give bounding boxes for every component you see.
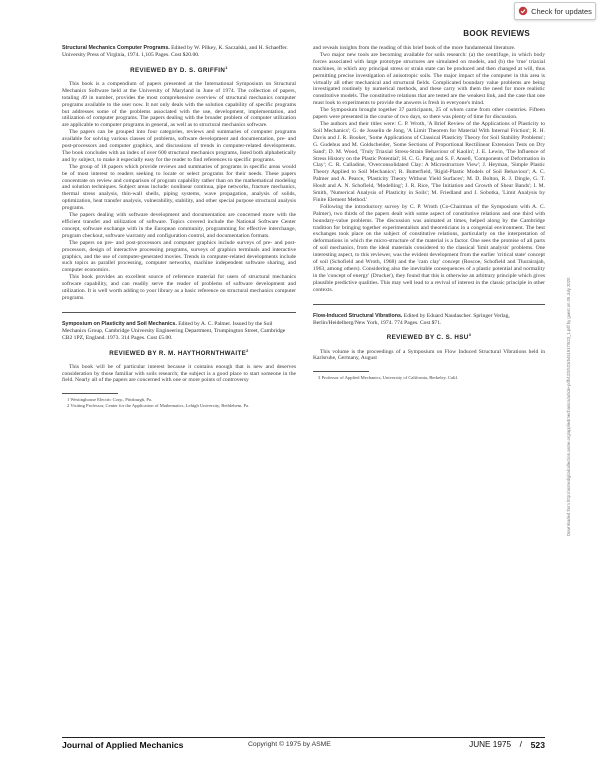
left-column <box>62 45 296 408</box>
journal-name: Journal of Applied Mechanics <box>62 740 184 750</box>
review-3-citation <box>313 313 545 327</box>
review-3-reviewer <box>313 332 545 341</box>
section-divider <box>62 312 296 313</box>
review-2-paragraph: The Symposium brought together 37 participants, 25 of whom came from other countries. Fifteen papers were presented in the course of two days, so there was plenty of time for discussion. <box>313 107 545 121</box>
review-1-biblio: Edited by W. Pilkey, K. Saczalski, and H. Schaeffer. University Press of Virginia, 1974. 1,105 Pages. Cost $20.00. <box>62 45 288 58</box>
footnote: 1 Westinghouse Electric Corp., Pittsburgh, Pa. <box>67 397 153 403</box>
review-2-reviewer-note: 2 <box>246 347 249 353</box>
review-3-reviewer-note: 3 <box>468 332 472 338</box>
section-divider <box>313 304 545 305</box>
review-1-paragraph: This book provides an excellent source of reference material for users of structural mechanics software capability, and can readily serve the reader of problems of software development and utilization. It is well worth adding to your library as a basic reference on structural mechanics computer programs. <box>62 274 296 301</box>
footnote-rule <box>62 393 118 394</box>
review-2-paragraph: Following the introductory survey by C. P. Wroth (Co-Chairman of the Symposium with A. C. Palmer), two thirds of the papers dealt with some aspect of constitutive relations and one third with boundary-value problems. The discussion was animated at times, helped along by the Cambridge tradition for bringing together experimentalists and theoreticians in a congenial environment. The best exchanges took place on the subject of constitutive relations, particularly on the interpretation of deformations in which the micro-structure of the material is a factor. One sees the promise of all parts of soil mechanics, from the ideal materials considered to the classical 'limit analysis' problems. One interesting aspect, to this reviewer, was the evident development from the earlier 'critical state' concept of soil (Schofield and Wroth, 1968) and the 'cam clay' concept (Roscoe, Schofield and Thurairajah, 1963, among others). Considering also the inevitable consequences of a plastic potential and normality in the 'concept of energy' (Drucker), they found that this is otherwise an arbitrary principle which gives plausible predictive qualities. This may well lead to a revival of interest in the classic principle in other contexts. <box>313 203 545 293</box>
review-2-biblio: Edited by A. C. Palmer. Issued by the Soil Mechanics Group, Cambridge University Engineering Department, Trumpington Street, Cambridge CB2 1PZ, England. 1973. 314 Pages. Cost £5.00. <box>62 320 286 341</box>
footer-rule <box>62 737 545 738</box>
review-3-reviewer-name: REVIEWED BY C. S. HSU <box>386 334 469 342</box>
review-2-paragraph: This book will be of particular interest because it contains enough that is new and deserves consideration by those familiar with soils research; the subject is a good place to start someone in the field. Nearly all of the papers are concerned with one or more points of controversy <box>62 363 296 384</box>
issue-date: JUNE 1975 <box>469 740 511 749</box>
footer-separator: / <box>519 739 522 749</box>
download-watermark: Downloaded from http://asmedigitalcollection.asme.org/appliedmechanics/article-pdf/42/2/523/5451917/523_1.pdf by guest on 05 July 2020 <box>566 277 571 537</box>
review-1-reviewer-note: 1 <box>225 64 228 70</box>
review-2-reviewer <box>62 348 296 357</box>
running-head: BOOK REVIEWS <box>463 29 530 38</box>
review-1-reviewer-name: REVIEWED BY D. S. GRIFFIN <box>130 66 226 74</box>
review-3-paragraph: This volume is the proceedings of a Symposium on Flow Induced Structural Vibrations held in Karlsruhe, Germany, August <box>313 348 545 362</box>
review-2-reviewer-name: REVIEWED BY R. M. HAYTHORNTHWAITE <box>109 349 247 357</box>
check-for-updates-button[interactable] <box>514 2 596 20</box>
review-3-biblio: Edited by Eduard Naudascher. Springer Verlag, Berlin/Heidelberg/New York, 1974. 774 Pages. Cost $71. <box>313 312 510 326</box>
review-1-paragraph: The papers on pre- and post-processors and computer graphics include surveys of pre- and post-processors, design of interactive processing programs, surveys of graphics terminals and interactive graphics, and the use of computer-generated movies. Trends in computer-related developments include such topics as parallel processing, computer networks, machine independent software sharing, and computer economics. <box>62 239 296 274</box>
review-1-paragraph: The papers dealing with software development and documentation are concerned more with the efficient transfer and utilization of software. Topics covered include the National Software Center concept, software exchange with in the European community, programming for effective interchange, program checkout, software warranty and configuration control, and documentation formats. <box>62 212 296 239</box>
review-2-paragraph: and reveals insights from the reading of this brief book of the more fundamental literature. <box>313 45 516 51</box>
copyright-notice: Copyright © 1975 by ASME <box>248 741 331 748</box>
review-1-citation <box>62 45 296 59</box>
right-column <box>313 45 545 381</box>
review-2-citation <box>62 321 296 342</box>
review-1-paragraph: The group of 18 papers which provide reviews and summaries of programs in specific areas would be of most interest to readers seeking to locate or select programs for their needs. These papers concentrate on review and comparison of program capability rather than on the mathematical modeling and solution techniques. Subject areas include: nonlinear continua, pipe networks, fracture mechanics, thermal stress analysis, thin-wall shells, piping systems, wave propagation, analysis of solids, optimization, heat transfer analysis, vulnerability, stability, and other special purpose structural analysis programs. <box>62 163 296 212</box>
review-2-paragraph: The authors and their titles were: C. P. Wroth, 'A Brief Review of the Applications of Plasticity to Soil Mechanics'; G. de Josselin de Jong, 'A Limit Theorem for Material With Internal Friction'; R. H. Davis and J. R. Booker, 'Some Applications of Classical Plasticity Theory for Soil Stability Problems'; G. Gudehus and M. Goldscheider, 'Some Sections of Proportional Rectilinear Extension Tests on Dry Sand'; D. M. Wood, 'Truly Triaxial Stress-Strain Behaviour of Kaolin'; J. E. Lewin, 'The Influence of Stress History on the Plastic Potential'; H. C. G. Pang and S. F. Ansell, 'Components of Deformation in Clay'; C. R. Calladine, 'Overconsolidated Clay: A Microstructure View'; J. Heyman, 'Simple Plastic Theory Applied to Soil Mechanics'; R. Butterfield, 'Rigid-Plastic Models of Soil Behaviour'; A. C. Palmer and A. Pearce, 'Plasticity Theory Without Yield Surfaces'; M. D. Bolton, R. J. Dingle, G. T. Hoult and A. N. Schofield, 'Modelling'; J. R. Rice, 'The Initiation and Growth of Shear Bands'; I. M. Smith, 'Numerical Analysis of Plasticity in Soils'; M. Friedland and J. Sobotka, 'Limit Analysis by Finite Element Method.' <box>313 120 545 203</box>
footnote: 2 Visiting Professor, Center for the Application of Mathematics, Lehigh University, Bethlehem, Pa. <box>67 402 250 408</box>
page-number: 523 <box>530 740 545 750</box>
page-footer <box>62 740 545 752</box>
update-badge-icon <box>518 6 528 16</box>
review-1-reviewer <box>62 65 296 74</box>
review-3-title: Flow-Induced Structural Vibrations. <box>313 312 403 319</box>
review-1-paragraph: The papers can be grouped into four categories, reviews and summaries of computer programs available for solving various classes of problems, software development and documentation, pre- and post-processors and computer graphics, and discussions of trends in computer-related developments. The book concludes with an index of over 600 structural mechanics programs, listed both alphabetically and by subject, to make it especially easy for the reader to find references to specific programs. <box>62 129 296 163</box>
review-2-paragraph: Two major new tools are becoming available for soils research: (a) the centrifuge, in which body forces associated with large prototype structures are simulated on models, and (b) the 'true' triaxial machines, in which any principal stress or strain state can be produced and then changed at will, thus permitting precise investigation of anisotropic soils. The major impact of the computer in this area is virtually all other mechanical and structural fields. Complicated boundary value problems are being investigated routinely by numerical methods, and these carry with them the need for more realistic constitutive models. The constitutive relations that are tested are the weakest link, and the case that one must look to experiments to provide the answers is fresh in everyone's mind. <box>313 51 545 107</box>
footnote-rule <box>313 371 369 372</box>
review-2-title: Symposium on Plasticity and Soil Mechanics. <box>62 320 177 327</box>
badge-label: Check for updates <box>531 6 592 16</box>
review-1-paragraph: This book is a compendium of papers presented at the International Symposium on Structural Mechanics Software held at the University of Maryland in June of 1974. The collection of papers, totaling 49 in number, provides the most comprehensive overview of structural mechanics computer programs available to the user now. It not only deals with the solution capability of specific programs but addresses some of the problems associated with the use, development, implementation, and utilization of computer programs. The papers dealing with the broader problem of computer utilization are applicable to computer programs in general, as well as to structural mechanics software. <box>62 80 296 129</box>
footnote: 3 Professor of Applied Mechanics, University of California, Berkeley, Calif. <box>318 375 459 381</box>
review-1-title: Structural Mechanics Computer Programs. <box>62 45 170 51</box>
